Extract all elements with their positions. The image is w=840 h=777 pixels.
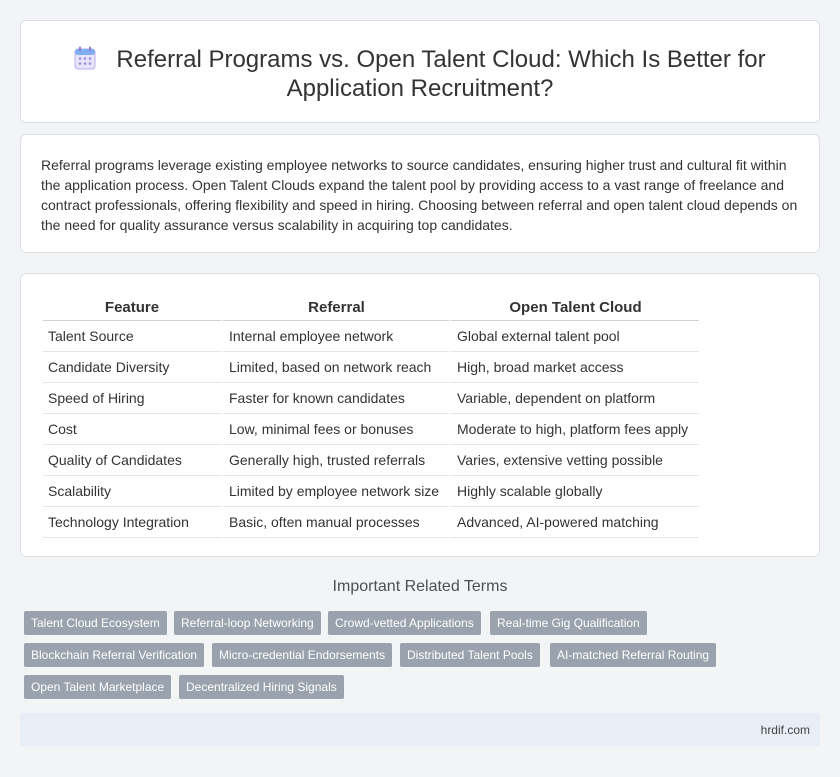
table-cell: Internal employee network bbox=[221, 321, 449, 352]
related-term-tag[interactable]: AI-matched Referral Routing bbox=[550, 643, 716, 667]
table-cell: Basic, often manual processes bbox=[221, 507, 449, 538]
comparison-table bbox=[43, 296, 699, 538]
table-cell: Variable, dependent on platform bbox=[449, 383, 699, 414]
page-title-wrapper bbox=[21, 45, 819, 103]
table-row bbox=[43, 445, 699, 476]
table-cell: Limited, based on network reach bbox=[221, 352, 449, 383]
intro-card bbox=[20, 134, 820, 253]
table-cell: Generally high, trusted referrals bbox=[221, 445, 449, 476]
related-term-tag[interactable]: Distributed Talent Pools bbox=[400, 643, 540, 667]
table-cell: Talent Source bbox=[43, 321, 221, 352]
table-header-row bbox=[43, 296, 699, 321]
table-cell: Candidate Diversity bbox=[43, 352, 221, 383]
page-title: Referral Programs vs. Open Talent Cloud: Which Is Better for Application Recruitment? bbox=[116, 46, 766, 102]
table-row bbox=[43, 507, 699, 538]
table-cell: Low, minimal fees or bonuses bbox=[221, 414, 449, 445]
table-cell: Global external talent pool bbox=[449, 321, 699, 352]
calendar-icon bbox=[74, 46, 96, 70]
table-cell: Moderate to high, platform fees apply bbox=[449, 414, 699, 445]
table-row bbox=[43, 352, 699, 383]
footer bbox=[20, 713, 820, 746]
related-terms-heading: Important Related Terms bbox=[332, 578, 508, 595]
table-row bbox=[43, 414, 699, 445]
table-cell: Highly scalable globally bbox=[449, 476, 699, 507]
table-cell: Advanced, AI-powered matching bbox=[449, 507, 699, 538]
table-cell: Technology Integration bbox=[43, 507, 221, 538]
column-header-feature: Feature bbox=[43, 296, 221, 321]
column-header-referral: Referral bbox=[221, 296, 449, 321]
table-cell: Speed of Hiring bbox=[43, 383, 221, 414]
table-cell: Limited by employee network size bbox=[221, 476, 449, 507]
table-cell: Scalability bbox=[43, 476, 221, 507]
related-term-tag[interactable]: Micro-credential Endorsements bbox=[212, 643, 392, 667]
related-term-tag[interactable]: Talent Cloud Ecosystem bbox=[24, 611, 167, 635]
related-term-tag[interactable]: Decentralized Hiring Signals bbox=[179, 675, 344, 699]
table-row bbox=[43, 321, 699, 352]
table-cell: Quality of Candidates bbox=[43, 445, 221, 476]
related-term-tag[interactable]: Referral-loop Networking bbox=[174, 611, 321, 635]
related-term-tag[interactable]: Crowd-vetted Applications bbox=[328, 611, 481, 635]
table-row bbox=[43, 383, 699, 414]
related-term-tag[interactable]: Open Talent Marketplace bbox=[24, 675, 171, 699]
table-cell: Faster for known candidates bbox=[221, 383, 449, 414]
table-cell: Varies, extensive vetting possible bbox=[449, 445, 699, 476]
table-cell: Cost bbox=[43, 414, 221, 445]
related-term-tag[interactable]: Real-time Gig Qualification bbox=[490, 611, 647, 635]
intro-paragraph: Referral programs leverage existing employee networks to source candidates, ensuring higher trust and cultural fit within the application process. Open Talent Clouds expand the talent pool by providing access to a vast range of freelance and contract professionals, offering flexibility and speed in hiring. Choosing between referral and open talent cloud depends on the need for quality assurance versus scalability in acquiring top candidates. bbox=[41, 157, 798, 233]
footer-site-link[interactable]: hrdif.com bbox=[760, 723, 810, 737]
related-term-tag[interactable]: Blockchain Referral Verification bbox=[24, 643, 204, 667]
comparison-card bbox=[20, 273, 820, 557]
column-header-open-talent-cloud: Open Talent Cloud bbox=[449, 296, 699, 321]
table-row bbox=[43, 476, 699, 507]
table-cell: High, broad market access bbox=[449, 352, 699, 383]
title-card bbox=[20, 20, 820, 123]
